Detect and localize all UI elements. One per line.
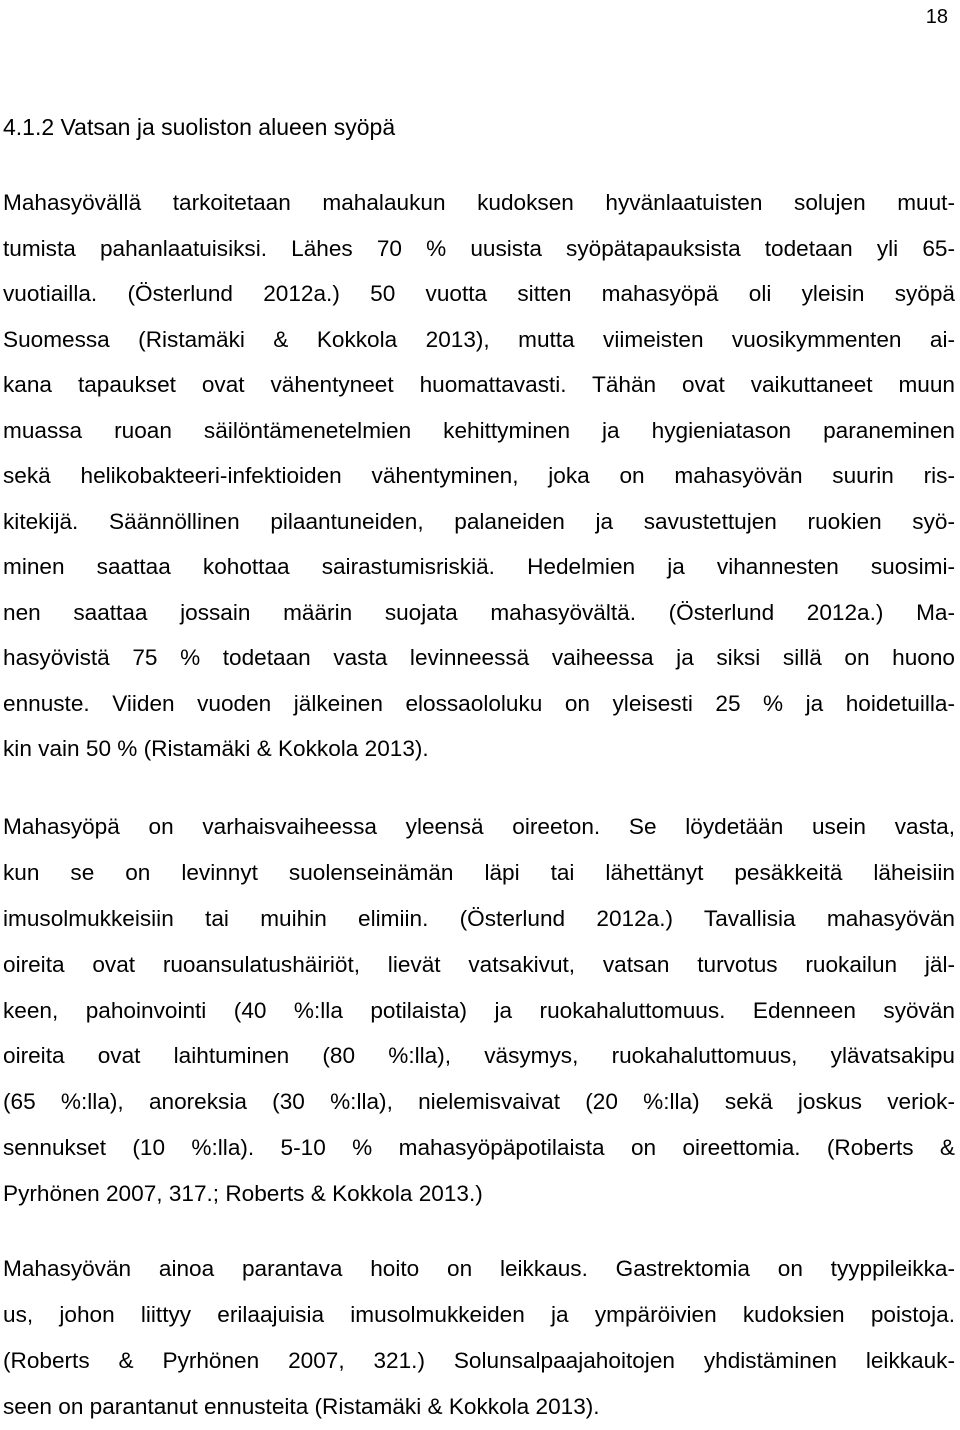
paragraph-line: Pyrhönen 2007, 317.; Roberts & Kokkola 2013.) [3,1181,483,1207]
paragraph-line: nen saattaa jossain määrin suojata mahasyövältä. (Österlund 2012a.) Ma- [3,599,955,625]
paragraph-line: (65 %:lla), anoreksia (30 %:lla), nielemisvaivat (20 %:lla) sekä joskus veriok- [3,1089,955,1115]
paragraph-line: Mahasyöpä on varhaisvaiheessa yleensä oireeton. Se löydetään usein vasta, [3,814,955,839]
paragraph-line: kin vain 50 % (Ristamäki & Kokkola 2013). [3,736,429,761]
paragraph-line: seen on parantanut ennusteita (Ristamäki & Kokkola 2013). [3,1394,600,1419]
paragraph-line: oireita ovat laihtuminen (80 %:lla), väsymys, ruokahaluttomuus, ylävatsakipu [3,1043,955,1069]
paragraph-line: vuotiailla. (Österlund 2012a.) 50 vuotta sitten mahasyöpä oli yleisin syöpä [3,281,955,306]
paragraph-line: us, johon liittyy erilaajuisia imusolmukkeiden ja ympäröivien kudoksien poistoja. [3,1302,955,1327]
paragraph-line: Mahasyövällä tarkoitetaan mahalaukun kudoksen hyvänlaatuisten solujen muut- [3,190,955,215]
paragraph-line: (Roberts & Pyrhönen 2007, 321.) Solunsalpaajahoitojen yhdistäminen leikkauk- [3,1348,955,1373]
section-heading: 4.1.2 Vatsan ja suoliston alueen syöpä [3,114,396,140]
paragraph-line: muassa ruoan säilöntämenetelmien kehittyminen ja hygieniatason paraneminen [3,417,955,443]
paragraph-2 [3,804,955,1217]
paragraph-line: minen saattaa kohottaa sairastumisriskiä. Hedelmien ja vihannesten suosimi- [3,554,955,579]
paragraph-line: Mahasyövän ainoa parantava hoito on leikkaus. Gastrektomia on tyyppileikka- [3,1256,955,1281]
paragraph-line: tumista pahanlaatuisiksi. Lähes 70 % uusista syöpätapauksista todetaan yli 65- [3,235,955,261]
paragraph-line: kana tapaukset ovat vähentyneet huomattavasti. Tähän ovat vaikuttaneet muun [3,372,955,397]
page-number: 18 [925,6,948,28]
paragraph-line: ennuste. Viiden vuoden jälkeinen elossaololuku on yleisesti 25 % ja hoidetuilla- [3,690,955,716]
paragraph-line: oireita ovat ruoansulatushäiriöt, lievät vatsakivut, vatsan turvotus ruokailun jäl- [3,951,955,977]
paragraph-line: sekä helikobakteeri-infektioiden vähentyminen, joka on mahasyövän suurin ris- [3,463,955,488]
paragraph-line: sennukset (10 %:lla). 5-10 % mahasyöpäpotilaista on oireettomia. (Roberts & [3,1135,955,1161]
paragraph-line: imusolmukkeisiin tai muihin elimiin. (Österlund 2012a.) Tavallisia mahasyövän [3,905,955,931]
paragraph-line: keen, pahoinvointi (40 %:lla potilaista) ja ruokahaluttomuus. Edenneen syövän [3,997,955,1023]
paragraph-line: kitekijä. Säännöllinen pilaantuneiden, palaneiden ja savustettujen ruokien syö- [3,508,955,534]
paragraph-line: Suomessa (Ristamäki & Kokkola 2013), mutta viimeisten vuosikymmenten ai- [3,326,955,352]
paragraph-line: kun se on levinnyt suolenseinämän läpi tai lähettänyt pesäkkeitä läheisiin [3,859,955,885]
paragraph-line: hasyövistä 75 % todetaan vasta levinneessä vaiheessa ja siksi sillä on huono [3,645,955,670]
paragraph-3 [3,1246,955,1430]
paragraph-1 [3,180,955,772]
